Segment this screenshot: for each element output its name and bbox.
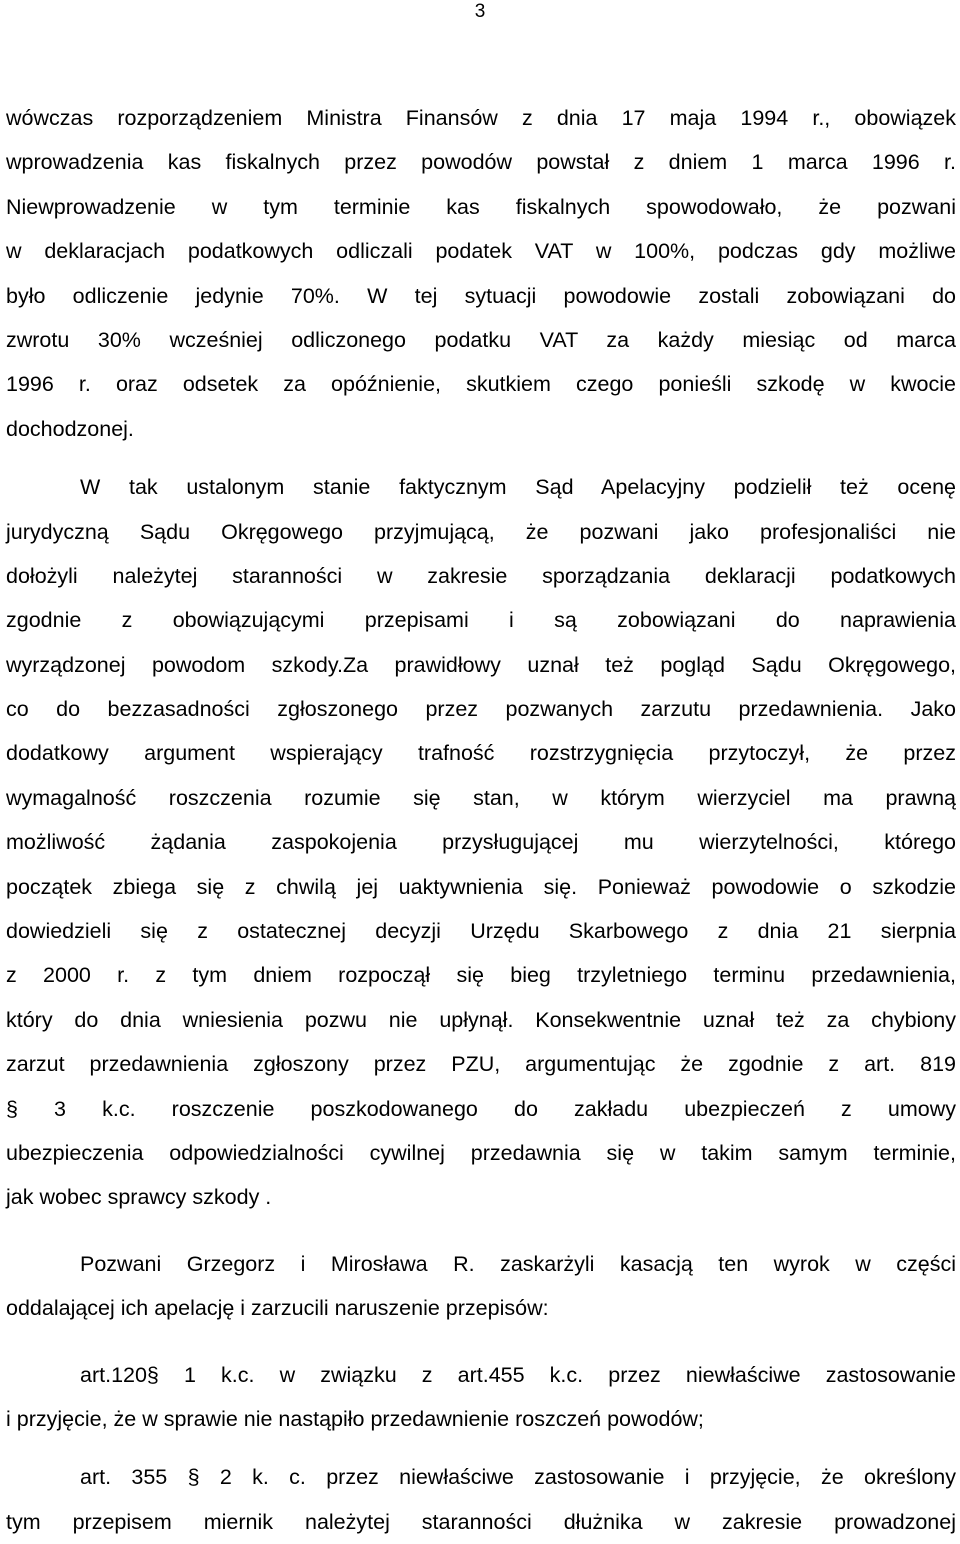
paragraph-spacer xyxy=(6,1220,956,1242)
text-line: co do bezzasadności zgłoszonego przez pozwanych zarzutu przedawnienia. Jako xyxy=(6,697,956,722)
text-line: art.120§ 1 k.c. w związku z art.455 k.c. przez niewłaściwe zastosowanie xyxy=(80,1362,956,1387)
text-line: możliwość żądania zaspokojenia przysługującej mu wierzytelności, którego xyxy=(6,830,956,855)
text-line: z 2000 r. z tym dniem rozpoczął się bieg trzyletniego terminu przedawnienia, xyxy=(6,963,956,988)
paragraph-spacer xyxy=(6,1331,956,1353)
text-line: zgodnie z obowiązującymi przepisami i są zobowiązani do naprawienia xyxy=(6,608,956,633)
text-line: wprowadzenia kas fiskalnych przez powodów powstał z dniem 1 marca 1996 r. xyxy=(6,150,956,175)
text-line: 1996 r. oraz odsetek za opóźnienie, skutkiem czego ponieśli szkodę w kwocie xyxy=(6,372,956,397)
text-line: tym przepisem miernik należytej staranności dłużnika w zakresie prowadzonej xyxy=(6,1509,956,1534)
paragraph-3 xyxy=(6,1242,956,1331)
text-line: zarzut przedawnienia zgłoszony przez PZU, argumentując że zgodnie z art. 819 xyxy=(6,1052,956,1077)
text-line: początek zbiega się z chwilą jej uaktywnienia się. Ponieważ powodowie o szkodzie xyxy=(6,874,956,899)
text-line: w deklaracjach podatkowych odliczali podatek VAT w 100%, podczas gdy możliwe xyxy=(6,239,956,264)
text-line: jurydyczną Sądu Okręgowego przyjmującą, że pozwani jako profesjonaliści nie xyxy=(6,519,956,544)
text-line: ubezpieczenia odpowiedzialności cywilnej przedawnia się w takim samym terminie, xyxy=(6,1140,956,1165)
paragraph-5 xyxy=(6,1455,956,1544)
text-line: który do dnia wniesienia pozwu nie upłynął. Konsekwentnie uznał też za chybiony xyxy=(6,1007,956,1032)
text-line: oddalającej ich apelację i zarzucili naruszenie przepisów: xyxy=(6,1296,549,1321)
text-line: dodatkowy argument wspierający trafność rozstrzygnięcia przytoczył, że przez xyxy=(6,741,956,766)
text-line: dołożyli należytej staranności w zakresie sporządzania deklaracji podatkowych xyxy=(6,563,956,588)
document-body xyxy=(6,96,956,1544)
text-line: Pozwani Grzegorz i Mirosława R. zaskarżyli kasacją ten wyrok w części xyxy=(80,1251,956,1276)
paragraph-spacer xyxy=(6,451,956,465)
text-line: wymagalność roszczenia rozumie się stan, w którym wierzyciel ma prawną xyxy=(6,785,956,810)
text-line: było odliczenie jedynie 70%. W tej sytuacji powodowie zostali zobowiązani do xyxy=(6,283,956,308)
text-line: jak wobec sprawcy szkody . xyxy=(6,1185,272,1210)
text-line: wyrządzonej powodom szkody.Za prawidłowy uznał też pogląd Sądu Okręgowego, xyxy=(6,652,956,677)
paragraph-spacer xyxy=(6,1441,956,1455)
text-line: dochodzonej. xyxy=(6,416,134,441)
text-line: art. 355 § 2 k. c. przez niewłaściwe zastosowanie i przyjęcie, że określony xyxy=(80,1465,956,1490)
paragraph-2 xyxy=(6,465,956,1220)
text-line: i przyjęcie, że w sprawie nie nastąpiło przedawnienie roszczeń powodów; xyxy=(6,1406,704,1431)
paragraph-4 xyxy=(6,1353,956,1442)
paragraph-1 xyxy=(6,96,956,451)
page-number: 3 xyxy=(474,1,486,22)
text-line: zwrotu 30% wcześniej odliczonego podatku VAT za każdy miesiąc od marca xyxy=(6,327,956,352)
text-line: wówczas rozporządzeniem Ministra Finansów z dnia 17 maja 1994 r., obowiązek xyxy=(6,106,956,130)
text-line: dowiedzieli się z ostatecznej decyzji Urzędu Skarbowego z dnia 21 sierpnia xyxy=(6,919,956,944)
text-line: W tak ustalonym stanie faktycznym Sąd Apelacyjny podzielił też ocenę xyxy=(80,475,956,500)
text-line: § 3 k.c. roszczenie poszkodowanego do zakładu ubezpieczeń z umowy xyxy=(6,1096,956,1121)
text-line: Niewprowadzenie w tym terminie kas fiskalnych spowodowało, że pozwani xyxy=(6,194,956,219)
